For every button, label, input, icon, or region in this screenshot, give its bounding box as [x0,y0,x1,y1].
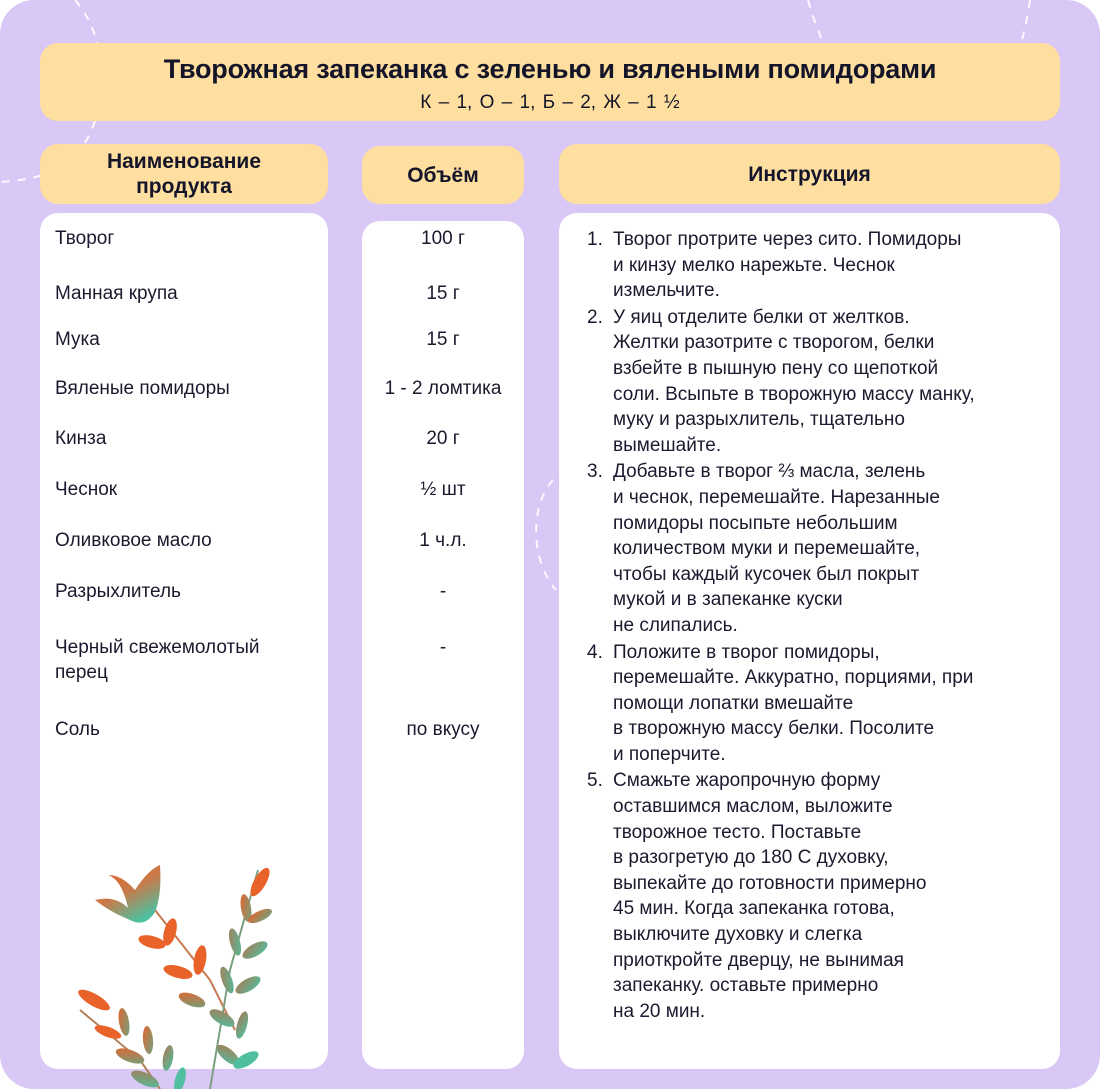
ingredient-name: Вяленые помидоры [55,378,230,399]
ingredient-quantity: 1 ч.л. [419,530,467,551]
column-header-instruction [559,144,1060,204]
recipe-header [40,43,1060,121]
column-header-volume [362,146,524,204]
column-header-name [40,144,328,204]
instruction-step [581,227,1056,304]
step-number: 2. [587,306,603,328]
column-header-name-label: Наименование продукта [106,150,262,198]
step-text: Смажьте жаропрочную форму оставшимся маслом, выложите творожное тесто. Поставьте в разогретую до 180 С духовку, выпекайте до готовности примерно 45 мин. Когда запеканка готова, выключите духовку и слегка приоткройте дверцу, не вынимая запеканку. оставьте примерно на 20 мин. [613,770,927,1022]
instruction-steps [581,227,1056,1025]
ingredient-name: Манная крупа [55,283,178,304]
column-header-volume-label: Объём [407,163,479,187]
ingredient-quantity: ½ шт [420,479,466,500]
ingredient-name: Творог [55,228,115,249]
step-text: Добавьте в творог ⅔ масла, зелень и чеснок, перемешайте. Нарезанные помидоры посыпьте небольшим количеством муки и перемешайте, чтобы каждый кусочек был покрыт мукой и в запеканке куски не слипались. [613,461,940,636]
recipe-nutrition-units: К – 1, О – 1, Б – 2, Ж – 1 ½ [420,92,680,113]
ingredient-name: Чеснок [55,479,118,500]
ingredient-name: Оливковое масло [55,530,212,551]
ingredient-name: Соль [55,719,100,740]
ingredient-quantity: - [439,637,447,658]
instruction-step [581,305,1056,459]
ingredient-quantity: - [439,581,447,602]
step-number: 1. [587,229,603,250]
step-number: 3. [587,461,603,483]
ingredient-quantity: 15 г [426,329,460,350]
ingredient-name: Черный свежемолотый перец [55,637,260,683]
instruction-step [581,640,1056,768]
ingredient-quantity: 15 г [426,283,460,304]
ingredients-volume-panel [362,221,524,1069]
instruction-step [581,768,1056,1024]
ingredients-name-panel [40,213,328,1069]
step-text: Творог протрите через сито. Помидоры и кинзу мелко нарежьте. Чеснок измельчите. [613,229,962,302]
ingredient-quantity: 1 - 2 ломтика [384,378,502,399]
step-text: Положите в творог помидоры, перемешайте. Аккуратно, порциями, при помощи лопатки вмешайте в творожную массу белки. Посолите и поперчите. [613,641,974,765]
ingredient-quantity: 100 г [421,228,465,249]
step-number: 5. [587,770,603,792]
recipe-title: Творожная запеканка с зеленью и вялеными помидорами [163,54,937,84]
ingredient-name: Мука [55,329,100,350]
column-header-instruction-label: Инструкция [748,162,871,186]
ingredient-name: Кинза [55,428,107,449]
instruction-step [581,459,1056,638]
instructions-panel [559,213,1060,1069]
step-text: У яиц отделите белки от желтков. Желтки разотрите с творогом, белки взбейте в пышную пену со щепоткой соли. Всыпьте в творожную массу манку, муку и разрыхлитель, тщательно вымешайте. [613,306,975,456]
ingredient-name: Разрыхлитель [55,581,181,602]
ingredient-quantity: 20 г [426,428,460,449]
step-number: 4. [587,641,603,663]
ingredient-quantity: по вкусу [406,719,480,740]
